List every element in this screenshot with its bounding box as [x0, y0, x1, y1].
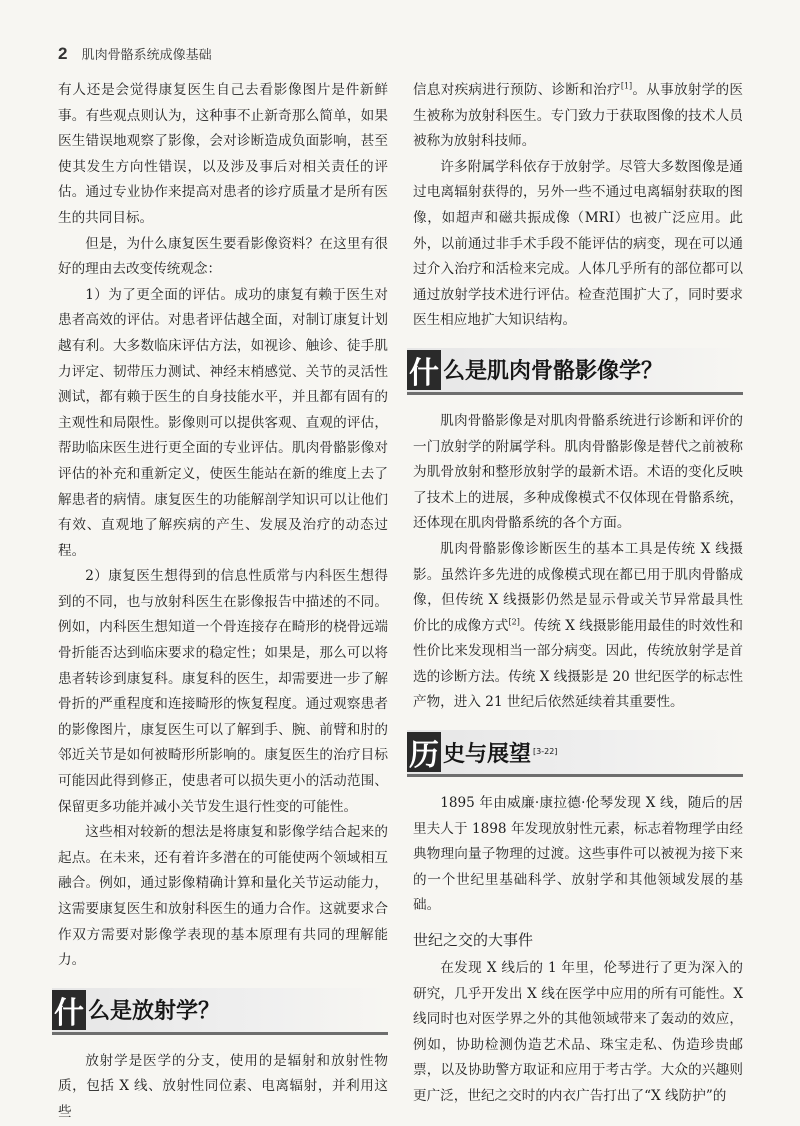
heading-initial: 什 [52, 990, 86, 1030]
paragraph [413, 537, 743, 716]
paragraph: 肌肉骨骼影像是对肌肉骨骼系统进行诊断和评价的一门放射学的附属学科。肌肉骨骼影像是替代之前被称为肌骨放射和整形放射学的最新术语。术语的变化反映了技术上的进展，多种成像模式不仅体现在骨骼系统，还体现在肌肉骨骼系统的各个方面。 [413, 412, 743, 532]
citation: [1] [620, 81, 633, 91]
page-header [58, 44, 212, 64]
subheading: 世纪之交的大事件 [413, 931, 534, 950]
paragraph: 在发现 X 线后的 1 年里，伦琴进行了更为深入的研究，几乎开发出 X 线在医学中应用的所有可能性。X 线同时也对医学界之外的其他领域带来了轰动的效应，例如，协助检测伪造艺术品、珠宝走私、伪造珍贵邮票，以及协助警方取证和应用于考古学。大众的兴趣则更广泛，世纪之交时的内衣广告打出了“X 线防护”的 [413, 960, 743, 1104]
text: 肌肉骨骼影像诊断医生的基本工具是传统 X 线摄影。虽然许多先进的成像模式现在都已用于肌肉骨骼成像，但传统 X 线摄影仍然是显示骨或关节异常最具性价比的成像方式 [413, 540, 743, 634]
left-column [54, 78, 388, 1126]
section-heading-msk-imaging [407, 348, 743, 395]
paragraph: 这些相对较新的想法是将康复和影像学结合起来的起点。在未来，还有着许多潜在的可能使两个领域相互融合。例如，通过影像精确计算和量化关节运动能力，这需要康复医生和放射科医生的通力合作。这就要求合作双方需要对影像学表现的基本原理有共同的理解能力。 [58, 824, 388, 969]
heading-initial: 什 [407, 350, 441, 390]
heading-text: 史与展望 [443, 741, 532, 767]
text: 。从事放射学的医生被称为放射科医生。专门致力于获取图像的技术人员被称为放射科技师。 [413, 82, 744, 150]
right-column [409, 78, 744, 1110]
text: 。传统 X 线摄影能用最佳的时效性和性价比来发现相当一部分病变。因此，传统放射学是首选的诊断方法。传统 X 线摄影是 20 世纪医学的标志性产物，进入 21 世纪后依然延续着其重要性。 [413, 617, 743, 711]
paragraph: 1）为了更全面的评估。成功的康复有赖于医生对患者高效的评估。对患者评估越全面，对制订康复计划越有利。大多数临床评估方法，如视诊、触诊、徒手肌力评定、韧带压力测试、神经末梢感觉、关节的灵活性测试，都有赖于医生的自身技能水平，并且都有固有的主观性和局限性。影像则可以提供客观、直观的评估，帮助临床医生进行更全面的专业评估。肌肉骨骼影像对评估的补充和重新定义，使医生能站在新的维度上去了解患者的病情。康复医生的功能解剖学知识可以让他们有效、直观地了解疾病的产生、发展及治疗的动态过程。 [58, 286, 388, 559]
heading-initial: 历 [407, 732, 441, 772]
paragraph: 有人还是会觉得康复医生自己去看影像图片是件新鲜事。有些观点则认为，这种事不止新奇那么简单，如果医生错误地观察了影像，会对诊断造成负面影响，甚至使其发生方向性错误，以及涉及事后对相关责任的评估。通过专业协作来提高对患者的诊疗质量才是所有医生的共同目标。 [58, 82, 388, 226]
page-number: 2 [58, 44, 68, 63]
paragraph: 2）康复医生想得到的信息性质常与内科医生想得到的不同，也与放射科医生在影像报告中描述的不同。例如，内科医生想知道一个骨连接存在畸形的桡骨远端骨折能否达到临床要求的稳定性；如果是，那么可以将患者转诊到康复科。康复科的医生，却需要进一步了解骨折的严重程度和连接畸形的恢复程度。通过观察患者的影像图片，康复医生可以了解到手、腕、前臂和肘的邻近关节是如何被畸形所影响的。康复医生的治疗目标可能因此得到修正，使患者可以损失更小的活动范围、保留更多功能并减小关节发生退行性变的可能性。 [58, 568, 388, 815]
running-title: 肌肉骨骼系统成像基础 [81, 48, 212, 63]
paragraph: 放射学是医学的分支，使用的是辐射和放射性物质，包括 X 线、放射性同位素、电离辐射，并利用这些 [58, 1052, 388, 1120]
heading-text: 么是放射学？ [88, 999, 221, 1025]
paragraph [413, 78, 743, 155]
paragraph: 1895 年由威廉·康拉德·伦琴发现 X 线，随后的居里夫人于 1898 年发现放射性元素，标志着物理学由经典物理向量子物理的过渡。这些事件可以被视为接下来的一个世纪里基础科学、放射学和其他领域发展的基础。 [413, 795, 743, 914]
citation: [2] [508, 617, 520, 627]
heading-text: 么是肌肉骨骼影像学？ [443, 359, 664, 385]
section-heading-radiology [52, 988, 388, 1035]
text: 信息对疾病进行预防、诊断和治疗 [413, 82, 621, 98]
paragraph: 但是，为什么康复医生要看影像资料？在这里有很好的理由去改变传统观念： [58, 235, 388, 278]
section-heading-history: 历 史与展望 [3-22] [407, 730, 743, 777]
paragraph: 许多附属学科依存于放射学。尽管大多数图像是通过电离辐射获得的，另外一些不通过电离辐射获取的图像，如超声和磁共振成像（MRI）也被广泛应用。此外，以前通过非手术手段不能评估的病变，现在可以通过介入治疗和活检来完成。人体几乎所有的部位都可以通过放射学技术进行评估。检查范围扩大了，同时要求医生相应地扩大知识结构。 [413, 158, 743, 329]
